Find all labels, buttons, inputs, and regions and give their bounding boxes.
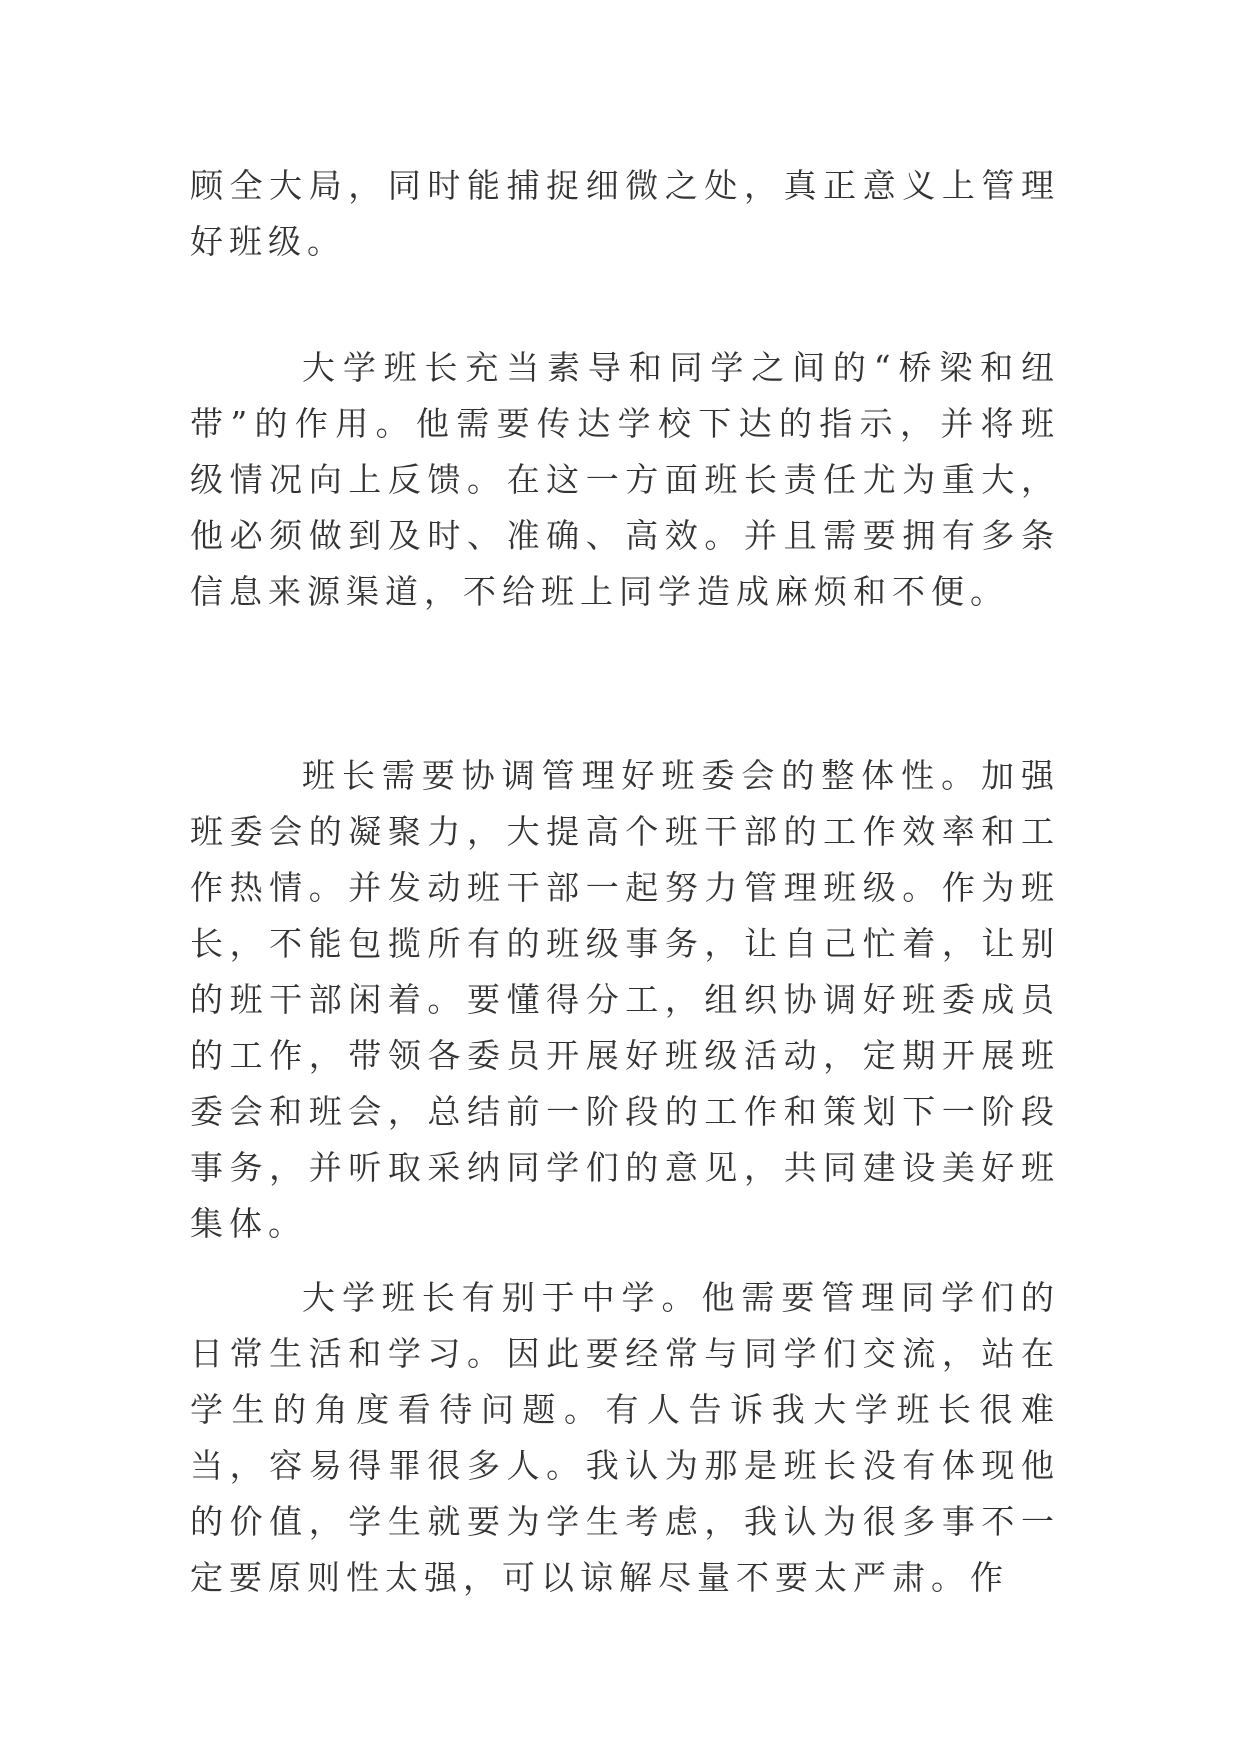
paragraph-continuation: 顾全大局，同时能捕捉细微之处，真正意义上管理好班级。 — [190, 166, 1060, 261]
paragraph-bridge-role: 大学班长充当素导和同学之间的“桥梁和纽带”的作用。他需要传达学校下达的指示，并将班级情况向上反馈。在这一方面班长责任尤为重大，他必须做到及时、准确、高效。并且需要拥有多条信息来源渠道，不给班上同学造成麻烦和不便。 — [190, 348, 1060, 611]
paragraph-daily-management: 大学班长有别于中学。他需要管理同学们的日常生活和学习。因此要经常与同学们交流，站在学生的角度看待问题。有人告诉我大学班长很难当，容易得罪很多人。我认为那是班长没有体现他的价值，学生就要为学生考虑，我认为很多事不一定要原则性太强，可以谅解尽量不要太严肃。作 — [190, 1278, 1060, 1597]
paragraph-committee-coordination: 班长需要协调管理好班委会的整体性。加强班委会的凝聚力，大提高个班干部的工作效率和工作热情。并发动班干部一起努力管理班级。作为班长，不能包揽所有的班级事务，让自己忙着，让别的班干部闲着。要懂得分工，组织协调好班委成员的工作，带领各委员开展好班级活动，定期开展班委会和班会，总结前一阶段的工作和策划下一阶段事务，并听取采纳同学们的意见，共同建设美好班集体。 — [190, 756, 1060, 1243]
